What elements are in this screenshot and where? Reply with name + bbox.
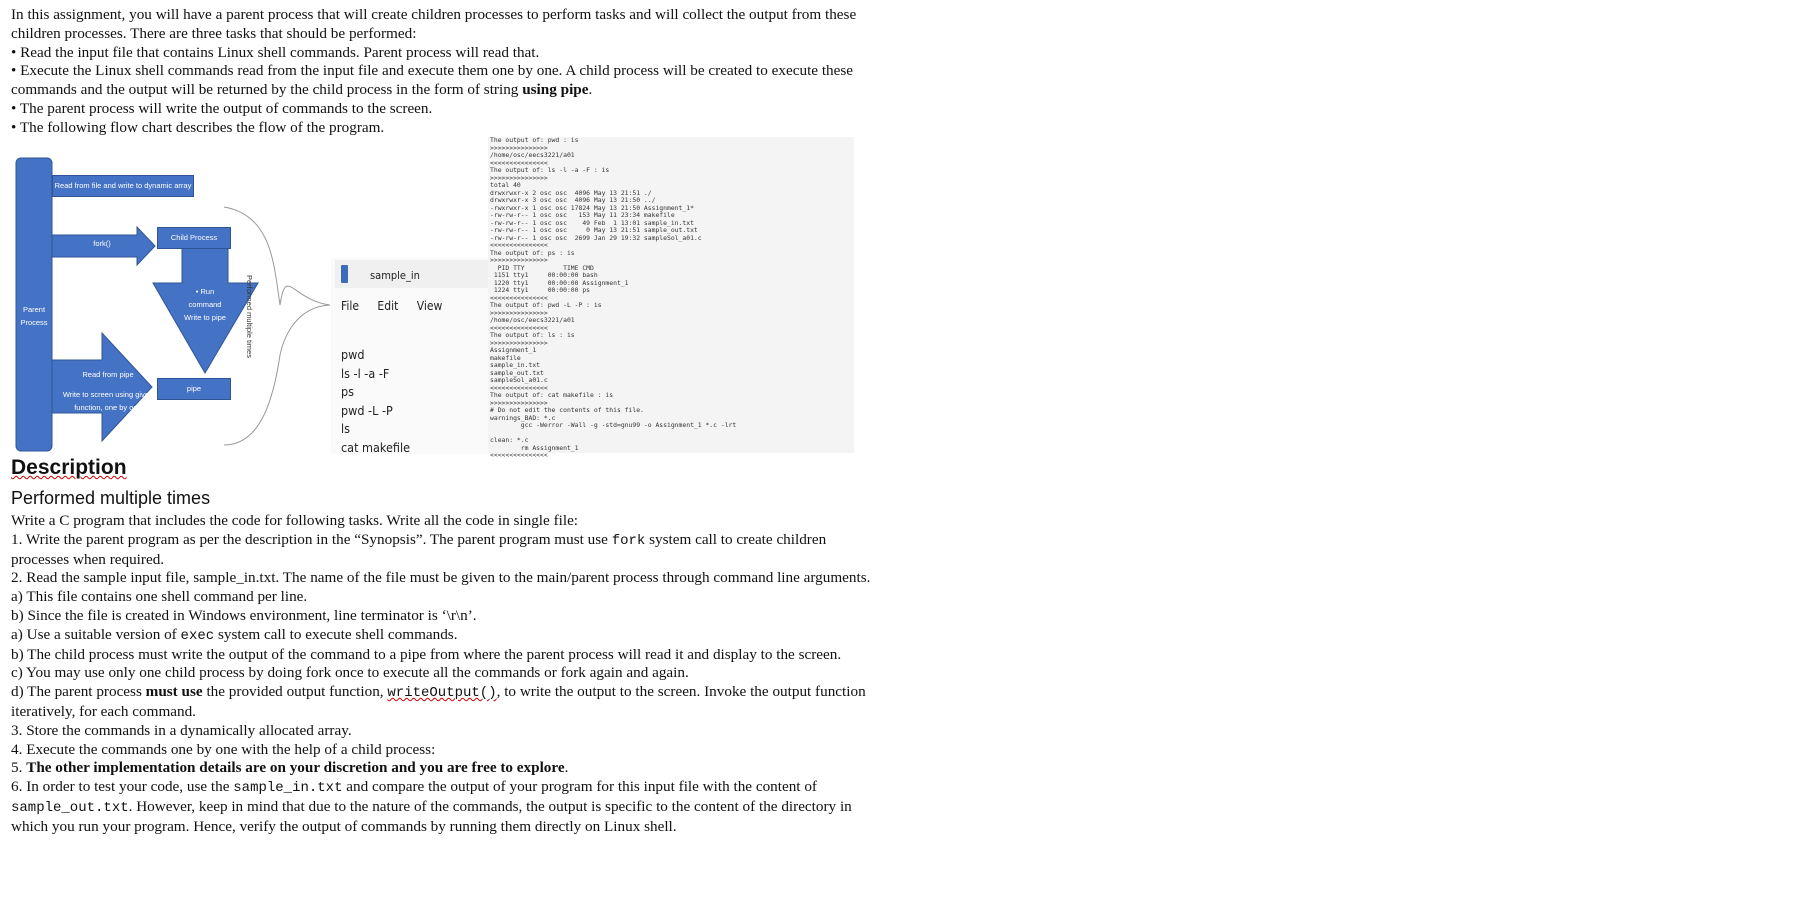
bullet-execute (11, 62, 871, 100)
task-3: 3. Store the commands in a dynamically allocated array. (11, 721, 352, 739)
task-6-code-out: sample_out.txt (11, 799, 129, 816)
task-1-end: system call to create children processes when required. (11, 530, 827, 568)
read-file-box: Read from file and write to dynamic array (52, 175, 194, 197)
task-5-bold: The other implementation details are on your discretion and you are free to explore (26, 759, 565, 777)
task-2b: b) Since the file is created in Windows environment, line terminator is ‘\r\n’. (11, 606, 477, 624)
fork-label: fork() (93, 239, 111, 248)
bullet-write-output: • The parent process will write the output of commands to the screen. (11, 99, 433, 117)
command-list: pwd ls -l -a -F ps pwd -L -P ls cat makefile (341, 347, 411, 455)
window-title-bar (335, 260, 490, 288)
task-output-text: d) The parent process (11, 683, 146, 701)
bullet-execute-end: . (588, 81, 593, 99)
bullet-flowchart: • The following flow chart describes the flow of the program. (11, 118, 385, 136)
description-subheading: Performed multiple times (11, 488, 211, 508)
task-6-mid: and compare the output of your program for this input file with the content of (342, 778, 817, 796)
description-heading: Description (11, 456, 127, 479)
task-exec (11, 626, 871, 646)
task-fork: c) You may use only one child process by doing fork once to execute all the commands or fork again and again. (11, 664, 689, 682)
write-screen-label (52, 388, 164, 414)
bullet-execute-text: • Execute the Linux shell commands read from the input file and execute them one by one. A child process will be created to execute these commands and the output will be returned by the child process in the form of string (11, 62, 854, 99)
task-5-end: . (564, 759, 569, 777)
task-1 (11, 531, 871, 570)
task-2a: a) This file contains one shell command per line. (11, 588, 308, 606)
parent-label-1: Parent (22, 305, 46, 314)
child-process-box: Child Process (157, 227, 231, 249)
intro-paragraph: In this assignment, you will have a parent process that will create children processes to perform tasks and will collect the output from these children processes. There are three tasks that should be performed: (11, 6, 857, 42)
bracket-curve (224, 207, 330, 445)
read-pipe-label: Read from pipe (82, 370, 134, 379)
menu-file: File (341, 299, 359, 313)
task-4: 4. Execute the commands one by one with the help of a child process: (11, 740, 436, 758)
task-output-mid: the provided output function, (202, 683, 388, 701)
task-6-text: 6. In order to test your code, use the (11, 778, 234, 796)
task-1-text: 1. Write the parent program as per the description in the “Synopsis”. The parent program must use (11, 530, 612, 548)
task-5-num: 5. (11, 759, 27, 777)
notepad-icon (341, 265, 348, 283)
task-exec-end: system call to execute shell commands. (214, 625, 458, 643)
menu-view: View (416, 299, 443, 313)
task-output-bold: must use (145, 683, 203, 701)
task-1-code: fork (611, 532, 646, 549)
bullet-read-input: • Read the input file that contains Linux shell commands. Parent process will read that. (11, 43, 540, 61)
menu-edit: Edit (377, 299, 399, 313)
task-pipe: b) The child process must write the output of the command to a pipe from where the parent process will read it and display to the screen. (11, 645, 842, 663)
task-5 (11, 759, 871, 778)
pipe-box: pipe (157, 378, 231, 400)
run-command-label (170, 285, 240, 324)
flowchart (12, 155, 332, 455)
run-label-1: • Run (195, 287, 215, 296)
parent-process-label (16, 303, 52, 329)
task-6 (11, 778, 871, 836)
task-6-end: . However, keep in mind that due to the nature of the commands, the output is specific to the content of the directory in which you run your program. Hence, verify the output of commands by running them directly on Linux shell. (11, 797, 852, 835)
task-2: 2. Read the sample input file, sample_in.txt. The name of the file must be given to the main/parent process through command line arguments. (11, 569, 871, 587)
performed-multiple-label: Performed multiple times (245, 275, 254, 358)
task-exec-code: exec (180, 627, 215, 644)
description-body (11, 512, 871, 837)
run-label-2: command (188, 300, 222, 309)
task-exec-text: a) Use a suitable version of (11, 625, 181, 643)
write-screen-label-2: function, one by one (74, 403, 142, 412)
sample-in-window (331, 258, 493, 454)
parent-label-2: Process (20, 318, 48, 327)
task-output-end: , to write the output to the screen. Invoke the output function iteratively, for each command. (11, 683, 866, 720)
write-screen-label-1: Write to screen using given (62, 390, 154, 399)
intro-section (11, 6, 871, 138)
terminal-output: The output of: pwd : is >>>>>>>>>>>>>>> /home/osc/eecs3221/a01 <<<<<<<<<<<<<<< The output of: ls -l -a -F : is >>>>>>>>>>>>>>> total 40 drwxrwxr-x 2 osc osc 4096 May 13 21:51 ./ drwxrwxr-x 3 osc osc 4096 May 13 21:50 ../ -rwxrwxr-x 1 osc osc 17824 May 13 21:50 Assignment_1* -rw-rw-r-- 1 osc osc 153 May 11 23:34 makefile -rw-rw-r-- 1 osc osc 49 Feb 1 13:01 sample_in.txt -rw-rw-r-- 1 osc osc 0 May 13 21:51 sample_out.txt -rw-rw-r-- 1 osc osc 2699 Jan 29 19:32 sampleSol_a01.c <<<<<<<<<<<<<<< The output of: ps : is >>>>>>>>>>>>>>> PID TTY TIME CMD 1151 tty1 00:00:00 bash 1220 tty1 00:00:00 Assignment_1 1224 tty1 00:00:00 ps <<<<<<<<<<<<<<< The output of: pwd -L -P : is >>>>>>>>>>>>>>> /home/osc/eecs3221/a01 <<<<<<<<<<<<<<< The output of: ls : is >>>>>>>>>>>>>>> Assignment_1 makefile sample_in.txt sample_out.txt sampleSol_a01.c <<<<<<<<<<<<<<< The output of: cat makefile : is >>>>>>>>>>>>>>> # Do not edit the contents of this file. warnings_BAD: *.c gcc -Werror -Wall -g -std=gnu99 -o Assignment_1 *.c -lrt clean: *.c rm Assignment_1 <<<<<<<<<<<<<<< (488, 137, 854, 453)
read-pipe-arrow (52, 333, 152, 441)
task-output-fn (11, 683, 871, 722)
task-output-code: writeOutput() (387, 685, 497, 702)
bullet-execute-bold: using pipe (522, 81, 589, 99)
window-title: sample_in (370, 269, 420, 282)
run-label-3: Write to pipe (184, 313, 226, 322)
menu-bar (341, 299, 457, 313)
task-intro: Write a C program that includes the code for following tasks. Write all the code in single file: (11, 512, 579, 529)
task-6-code-in: sample_in.txt (233, 780, 343, 797)
